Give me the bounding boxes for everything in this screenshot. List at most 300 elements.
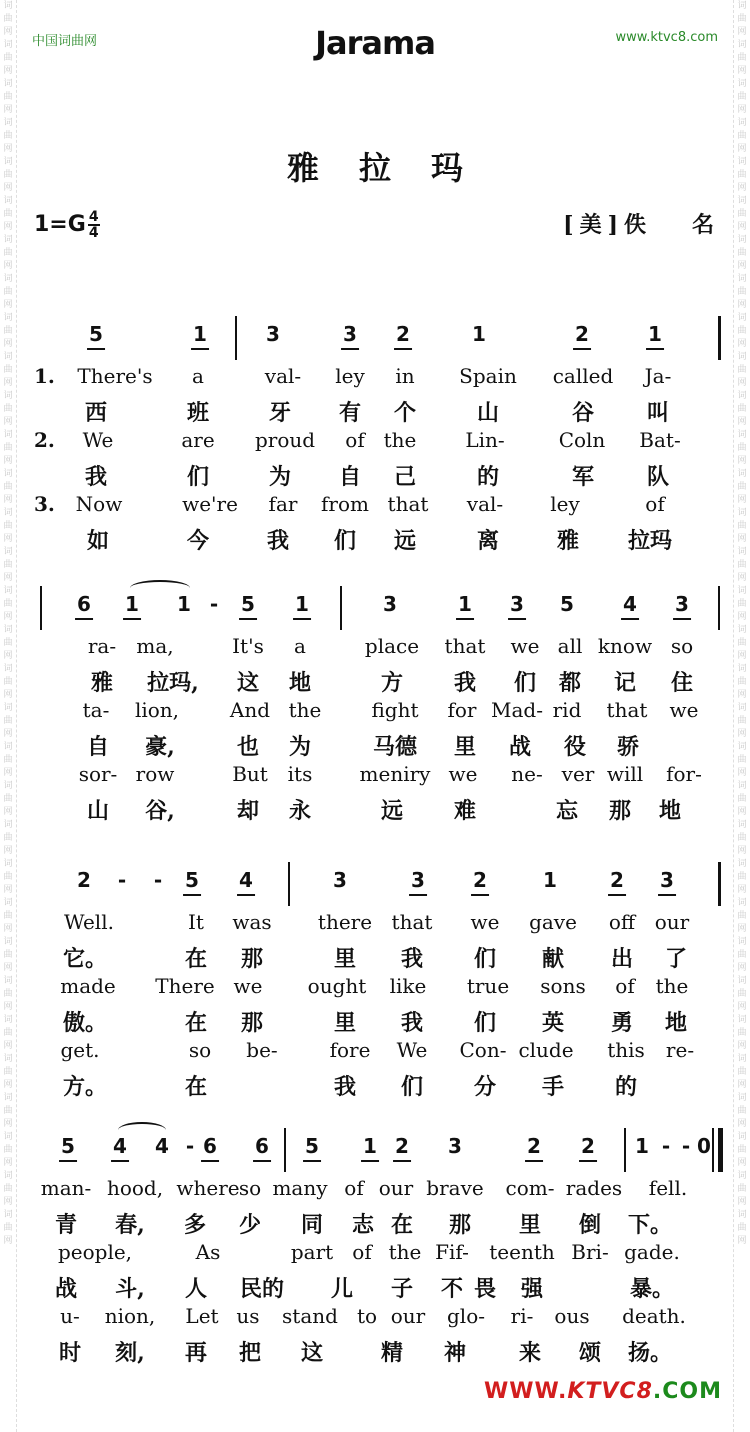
syllable: gade.: [624, 1240, 680, 1264]
syllable: get.: [60, 1038, 100, 1062]
author-origin: [美]佚: [563, 212, 652, 238]
note: 1: [472, 322, 486, 346]
lyric-line: [0, 392, 750, 424]
syllable: 里: [333, 946, 357, 972]
syllable: 强: [520, 1276, 544, 1302]
syllable: 献: [541, 946, 565, 972]
note: 2: [610, 868, 624, 892]
syllable: stand: [282, 1304, 338, 1328]
note: 2: [581, 1134, 595, 1158]
syllable: 也: [236, 734, 260, 760]
syllable: far: [268, 492, 298, 516]
syllable: 我: [84, 464, 108, 490]
syllable: 忘: [555, 798, 579, 824]
note: 1: [648, 322, 662, 346]
syllable: 颂: [578, 1340, 602, 1366]
lyric-line: [0, 1268, 750, 1300]
syllable: 雅: [90, 670, 114, 696]
syllable: a: [192, 364, 204, 388]
syllable: 它。: [62, 946, 108, 972]
lyric-line: [0, 1002, 750, 1034]
note: 0: [697, 1134, 711, 1158]
syllable: us: [236, 1304, 260, 1328]
note: 6: [255, 1134, 269, 1158]
syllable: sor-: [78, 762, 118, 786]
syllable: 春,: [115, 1212, 145, 1238]
note: 1: [363, 1134, 377, 1158]
lyric-line: [0, 1172, 750, 1204]
dash: -: [209, 592, 219, 616]
syllable: man-: [40, 1176, 92, 1200]
lyric-line: [0, 1236, 750, 1268]
syllable: 我: [333, 1074, 357, 1100]
syllable: 分: [473, 1074, 497, 1100]
syllable: 再: [184, 1340, 208, 1366]
syllable: 英: [541, 1010, 565, 1036]
lyric-line: [0, 694, 750, 726]
syllable: fore: [329, 1038, 371, 1062]
syllable: rades: [565, 1176, 623, 1200]
bar-line: [288, 862, 290, 906]
syllable: 都: [558, 670, 582, 696]
syllable: 扬。: [627, 1340, 673, 1366]
verse-number: 2.: [34, 428, 55, 452]
note: 3: [675, 592, 689, 616]
syllable: 今: [186, 528, 210, 554]
syllable: teenth: [489, 1240, 555, 1264]
syllable: its: [287, 762, 313, 786]
note: 4: [239, 868, 253, 892]
note: 1: [295, 592, 309, 616]
syllable: We: [396, 1038, 428, 1062]
notes-row: [0, 862, 750, 906]
syllable: there: [317, 910, 373, 934]
note: 1: [635, 1134, 649, 1158]
syllable: for-: [666, 762, 702, 786]
lyric-line: [0, 1300, 750, 1332]
syllable: 有: [338, 400, 362, 426]
note: 2: [575, 322, 589, 346]
left-watermark-strip: 词曲网词曲网词曲网词曲网词曲网词曲网词曲网词曲网词曲网词曲网词曲网词曲网词曲网词曲网词曲网词曲网词曲网词曲网词曲网词曲网词曲网词曲网词曲网词曲网词曲网词曲网词曲网词曲网词曲网词曲网词曲网词曲网: [0, 0, 17, 1432]
syllable: 把: [238, 1340, 262, 1366]
syllable: that: [387, 492, 429, 516]
lyric-line: [0, 1034, 750, 1066]
syllable: 个: [393, 400, 417, 426]
syllable: 在: [390, 1212, 414, 1238]
score-system-4: [0, 1128, 750, 1364]
syllable: people,: [57, 1240, 133, 1264]
notes-row: [0, 586, 750, 630]
syllable: part: [290, 1240, 334, 1264]
syllable: 我: [266, 528, 290, 554]
syllable: 那: [240, 946, 264, 972]
syllable: place: [364, 634, 420, 658]
syllable: brave: [426, 1176, 484, 1200]
syllable: 这: [300, 1340, 324, 1366]
syllable: 下。: [627, 1212, 673, 1238]
syllable: 傲。: [62, 1010, 108, 1036]
syllable: 儿: [330, 1276, 354, 1302]
syllable: 队: [646, 464, 670, 490]
syllable: was: [232, 910, 272, 934]
note: 5: [61, 1134, 75, 1158]
lyric-line: [0, 906, 750, 938]
syllable: 的: [614, 1074, 638, 1100]
syllable: val-: [466, 492, 504, 516]
syllable: sons: [540, 974, 586, 998]
note: 1: [458, 592, 472, 616]
syllable: many: [272, 1176, 328, 1200]
watermark-prefix: WWW.: [483, 1379, 568, 1404]
syllable: that: [444, 634, 486, 658]
syllable: ley: [550, 492, 580, 516]
syllable: 离: [476, 528, 500, 554]
lyric-line: [0, 360, 750, 392]
syllable: the: [383, 428, 417, 452]
syllable: 地: [288, 670, 312, 696]
syllable: 里: [333, 1010, 357, 1036]
author: [563, 208, 720, 239]
notes-row: [0, 316, 750, 360]
syllable: know: [597, 634, 653, 658]
syllable: nion,: [104, 1304, 156, 1328]
syllable: 少: [238, 1212, 262, 1238]
syllable: 们: [473, 1010, 497, 1036]
syllable: the: [388, 1240, 422, 1264]
syllable: Ja-: [644, 364, 672, 388]
syllable: 为: [268, 464, 292, 490]
syllable: ley: [335, 364, 365, 388]
syllable: ra-: [87, 634, 117, 658]
syllable: 远: [380, 798, 404, 824]
note: 3: [660, 868, 674, 892]
verse-number: 3.: [34, 492, 55, 516]
note: 4: [623, 592, 637, 616]
dash: -: [681, 1134, 691, 1158]
syllable: of: [344, 1176, 364, 1200]
syllable: 子: [390, 1276, 414, 1302]
note: 2: [396, 322, 410, 346]
syllable: 那: [608, 798, 632, 824]
watermark-brand: KTVC8: [567, 1379, 653, 1404]
syllable: 豪,: [145, 734, 175, 760]
syllable: 自: [86, 734, 110, 760]
syllable: called: [552, 364, 614, 388]
syllable: from: [321, 492, 369, 516]
syllable: 山: [86, 798, 110, 824]
syllable: Spain: [459, 364, 517, 388]
syllable: 方。: [62, 1074, 108, 1100]
note: 3: [448, 1134, 462, 1158]
time-signature: [88, 210, 100, 240]
syllable: 山: [476, 400, 500, 426]
note: 3: [510, 592, 524, 616]
syllable: 地: [658, 798, 682, 824]
syllable: 骄: [616, 734, 640, 760]
syllable: 班: [186, 400, 210, 426]
syllable: we: [448, 762, 478, 786]
note: 2: [527, 1134, 541, 1158]
syllable: like: [389, 974, 427, 998]
syllable: 在: [184, 1074, 208, 1100]
syllable: 却: [236, 798, 260, 824]
key-label: 1=G: [34, 212, 86, 237]
note: 4: [113, 1134, 127, 1158]
syllable: u-: [60, 1304, 80, 1328]
syllable: There: [155, 974, 215, 998]
syllable: 刻,: [115, 1340, 145, 1366]
syllable: ma,: [136, 634, 174, 658]
syllable: 时: [58, 1340, 82, 1366]
dash: -: [661, 1134, 671, 1158]
syllable: 谷,: [145, 798, 175, 824]
score-system-3: [0, 862, 750, 1098]
syllable: 地: [664, 1010, 688, 1036]
notes-row: [0, 1128, 750, 1172]
syllable: 手: [541, 1074, 565, 1100]
note: 3: [411, 868, 425, 892]
site-name-cn[interactable]: 中国词曲网: [32, 34, 98, 49]
syllable: 青: [54, 1212, 78, 1238]
score-system-1: [0, 316, 750, 552]
end-bar-line: [712, 1128, 714, 1172]
lyric-line: [0, 662, 750, 694]
syllable: row: [135, 762, 175, 786]
syllable: ought: [307, 974, 367, 998]
syllable: 军: [571, 464, 595, 490]
syllable: 如: [86, 528, 110, 554]
syllable: 来: [518, 1340, 542, 1366]
syllable: off: [608, 910, 636, 934]
lyric-line: [0, 970, 750, 1002]
note: 5: [89, 322, 103, 346]
note: 5: [560, 592, 574, 616]
syllable: 为: [288, 734, 312, 760]
syllable: And: [229, 698, 271, 722]
syllable: 战: [508, 734, 532, 760]
syllable: 出: [610, 946, 634, 972]
note: 1: [193, 322, 207, 346]
note: 5: [305, 1134, 319, 1158]
syllable: 我: [400, 946, 424, 972]
syllable: It: [188, 910, 204, 934]
note: 1: [543, 868, 557, 892]
bar-line: [718, 862, 721, 906]
syllable: 战: [54, 1276, 78, 1302]
syllable: in: [395, 364, 415, 388]
site-watermark-logo: [484, 1379, 722, 1404]
syllable: Lin-: [465, 428, 505, 452]
note: 3: [333, 868, 347, 892]
note: 6: [203, 1134, 217, 1158]
syllable: gave: [529, 910, 577, 934]
syllable: our: [390, 1304, 426, 1328]
note: 4: [155, 1134, 169, 1158]
syllable: 记: [613, 670, 637, 696]
syllable: Coln: [558, 428, 606, 452]
note: 5: [185, 868, 199, 892]
syllable: ri-: [510, 1304, 534, 1328]
lyric-line: [0, 758, 750, 790]
syllable: 在: [184, 946, 208, 972]
syllable: 斗,: [115, 1276, 145, 1302]
syllable: 役: [563, 734, 587, 760]
syllable: 我: [453, 670, 477, 696]
lyric-line: [0, 726, 750, 758]
note: 6: [77, 592, 91, 616]
site-url[interactable]: www.ktvc8.com: [615, 30, 718, 45]
syllable: 拉玛,: [147, 670, 199, 696]
syllable: 在: [184, 1010, 208, 1036]
syllable: 神: [443, 1340, 467, 1366]
syllable: of: [352, 1240, 372, 1264]
syllable: will: [606, 762, 644, 786]
syllable: Con-: [459, 1038, 507, 1062]
syllable: the: [655, 974, 689, 998]
syllable: death.: [622, 1304, 686, 1328]
syllable: lion,: [134, 698, 180, 722]
note: 2: [77, 868, 91, 892]
syllable: so: [188, 1038, 212, 1062]
syllable: 我: [400, 1010, 424, 1036]
syllable: 同: [300, 1212, 324, 1238]
syllable: where: [176, 1176, 240, 1200]
syllable: 们: [186, 464, 210, 490]
syllable: ous: [554, 1304, 590, 1328]
syllable: 们: [473, 946, 497, 972]
note: 2: [395, 1134, 409, 1158]
syllable: so: [670, 634, 694, 658]
bar-line: [340, 586, 342, 630]
bar-line: [40, 586, 42, 630]
time-numerator: 4: [88, 209, 99, 225]
syllable: rid: [552, 698, 582, 722]
syllable: this: [607, 1038, 645, 1062]
syllable: be-: [246, 1038, 278, 1062]
syllable: 畏: [473, 1276, 497, 1302]
syllable: 马德: [372, 734, 418, 760]
lyric-line: [0, 488, 750, 520]
syllable: 们: [400, 1074, 424, 1100]
lyric-line: [0, 1332, 750, 1364]
syllable: 拉玛: [627, 528, 673, 554]
syllable: 了: [664, 946, 688, 972]
syllable: of: [615, 974, 635, 998]
syllable: re-: [665, 1038, 695, 1062]
syllable: we: [233, 974, 263, 998]
syllable: 不: [440, 1276, 464, 1302]
syllable: val-: [264, 364, 302, 388]
lyric-line: [0, 456, 750, 488]
syllable: We: [82, 428, 114, 452]
syllable: 自: [338, 464, 362, 490]
syllable: true: [466, 974, 510, 998]
watermark-suffix: .COM: [652, 1379, 722, 1404]
song-title-en: Jarama: [315, 24, 435, 62]
syllable: made: [60, 974, 116, 998]
syllable: ne-: [511, 762, 543, 786]
syllable: we: [510, 634, 540, 658]
lyric-line: [0, 630, 750, 662]
syllable: Well.: [64, 910, 114, 934]
syllable: 人: [184, 1276, 208, 1302]
dash: -: [117, 868, 127, 892]
syllable: are: [181, 428, 215, 452]
bar-line: [284, 1128, 286, 1172]
song-title-cn: 雅拉玛: [286, 149, 503, 187]
end-bar-line: [718, 1128, 723, 1172]
syllable: 那: [240, 1010, 264, 1036]
lyric-line: [0, 1066, 750, 1098]
syllable: hood,: [106, 1176, 164, 1200]
syllable: our: [378, 1176, 414, 1200]
verse-number: 1.: [34, 364, 55, 388]
syllable: 己: [393, 464, 417, 490]
bar-line: [624, 1128, 626, 1172]
bar-line: [718, 316, 721, 360]
syllable: com-: [505, 1176, 555, 1200]
lyric-line: [0, 790, 750, 822]
note: 3: [266, 322, 280, 346]
syllable: glo-: [447, 1304, 485, 1328]
time-denominator: 4: [88, 225, 99, 241]
syllable: 谷: [571, 400, 595, 426]
syllable: that: [606, 698, 648, 722]
note: 3: [343, 322, 357, 346]
syllable: fight: [371, 698, 419, 722]
syllable: we: [669, 698, 699, 722]
syllable: Bri-: [571, 1240, 609, 1264]
syllable: But: [232, 762, 268, 786]
syllable: As: [195, 1240, 221, 1264]
right-watermark-strip: 词曲网词曲网词曲网词曲网词曲网词曲网词曲网词曲网词曲网词曲网词曲网词曲网词曲网词曲网词曲网词曲网词曲网词曲网词曲网词曲网词曲网词曲网词曲网词曲网词曲网词曲网词曲网词曲网词曲网词曲网词曲网词曲网: [733, 0, 750, 1432]
score-system-2: [0, 586, 750, 822]
bar-line: [235, 316, 237, 360]
syllable: 叫: [646, 400, 670, 426]
syllable: 里: [453, 734, 477, 760]
syllable: a: [294, 634, 306, 658]
syllable: Fif-: [435, 1240, 469, 1264]
lyric-line: [0, 424, 750, 456]
syllable: 们: [513, 670, 537, 696]
syllable: 永: [288, 798, 312, 824]
syllable: that: [391, 910, 433, 934]
syllable: of: [345, 428, 365, 452]
syllable: 难: [453, 798, 477, 824]
note: 5: [241, 592, 255, 616]
syllable: Now: [75, 492, 123, 516]
syllable: clude: [518, 1038, 574, 1062]
syllable: meniry: [359, 762, 431, 786]
note: 2: [473, 868, 487, 892]
syllable: Bat-: [639, 428, 681, 452]
dash: -: [185, 1134, 195, 1158]
syllable: proud: [254, 428, 316, 452]
syllable: 暴。: [629, 1276, 675, 1302]
syllable: 这: [236, 670, 260, 696]
syllable: 远: [393, 528, 417, 554]
syllable: ta-: [82, 698, 110, 722]
syllable: we're: [182, 492, 238, 516]
syllable: Let: [185, 1304, 219, 1328]
syllable: 倒: [578, 1212, 602, 1238]
syllable: 那: [448, 1212, 472, 1238]
syllable: fell.: [648, 1176, 688, 1200]
syllable: 牙: [268, 400, 292, 426]
dash: -: [153, 868, 163, 892]
syllable: 住: [670, 670, 694, 696]
note: 1: [177, 592, 191, 616]
